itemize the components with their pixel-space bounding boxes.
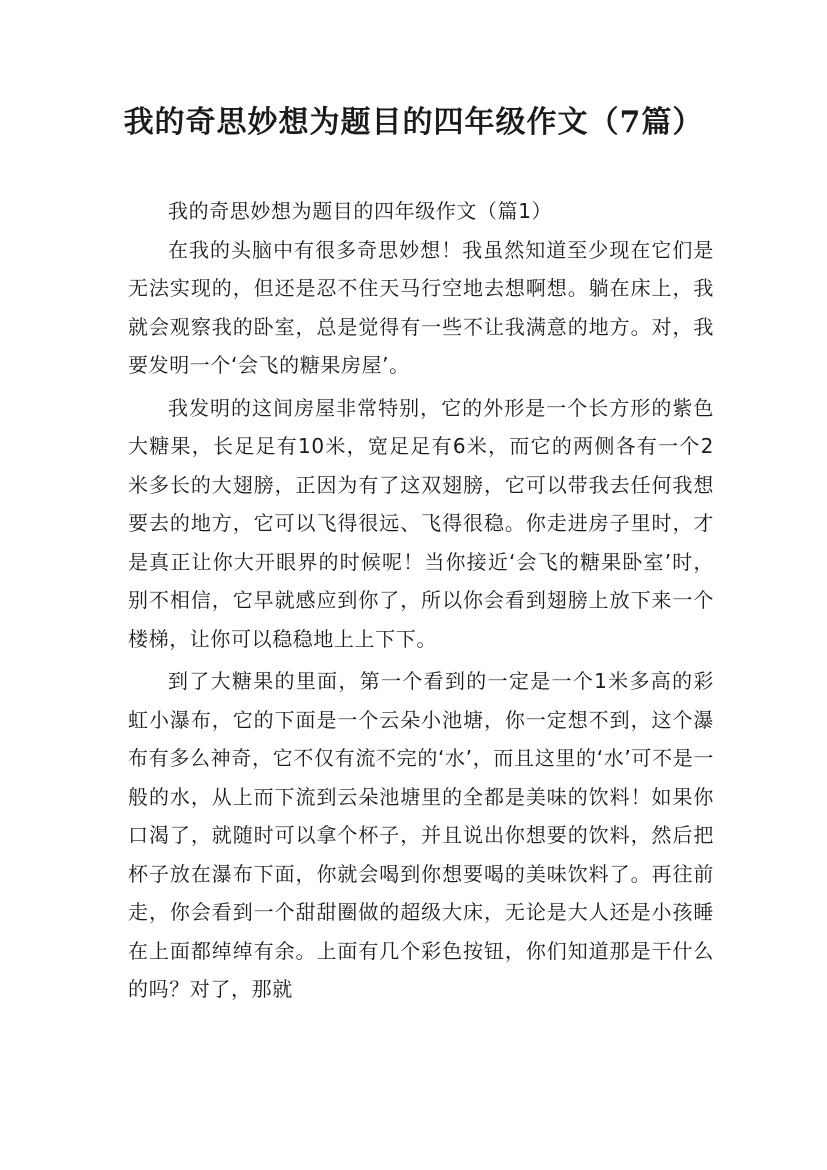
document-title: 我的奇思妙想为题目的四年级作文（7篇） bbox=[123, 105, 704, 140]
section-heading: 我的奇思妙想为题目的四年级作文（篇1） bbox=[168, 199, 553, 223]
document-body bbox=[128, 192, 714, 1013]
paragraph-2: 我发明的这间房屋非常特别，它的外形是一个长方形的紫色大糖果，长足足有10米，宽足足有6米，而它的两侧各有一个2米多长的大翅膀，正因为有了这双翅膀，它可以带我去任何我想要去的地方，它可以飞得很远、飞得很稳。你走进房子里时，才是真正让你大开眼界的时候呢！当你接近‘会飞的糖果卧室’时，别不相信，它早就感应到你了，所以你会看到翅膀上放下来一个楼梯，让你可以稳稳地上上下下。 bbox=[128, 395, 714, 651]
paragraph-3: 到了大糖果的里面，第一个看到的一定是一个1米多高的彩虹小瀑布，它的下面是一个云朵小池塘，你一定想不到，这个瀑布有多么神奇，它不仅有流不完的‘水’，而且这里的‘水’可不是一般的水，从上而下流到云朵池塘里的全都是美味的饮料！如果你口渴了，就随时可以拿个杯子，并且说出你想要的饮料，然后把杯子放在瀑布下面，你就会喝到你想要喝的美味饮料了。再往前走，你会看到一个甜甜圈做的超级大床，无论是大人还是小孩睡在上面都绰绰有余。上面有几个彩色按钮，你们知道那是干什么的吗？对了，那就 bbox=[128, 669, 714, 1001]
paragraph-1: 在我的头脑中有很多奇思妙想！我虽然知道至少现在它们是无法实现的，但还是忍不住天马行空地去想啊想。躺在床上，我就会观察我的卧室，总是觉得有一些不让我满意的地方。对，我要发明一个‘会飞的糖果房屋’。 bbox=[128, 237, 714, 377]
